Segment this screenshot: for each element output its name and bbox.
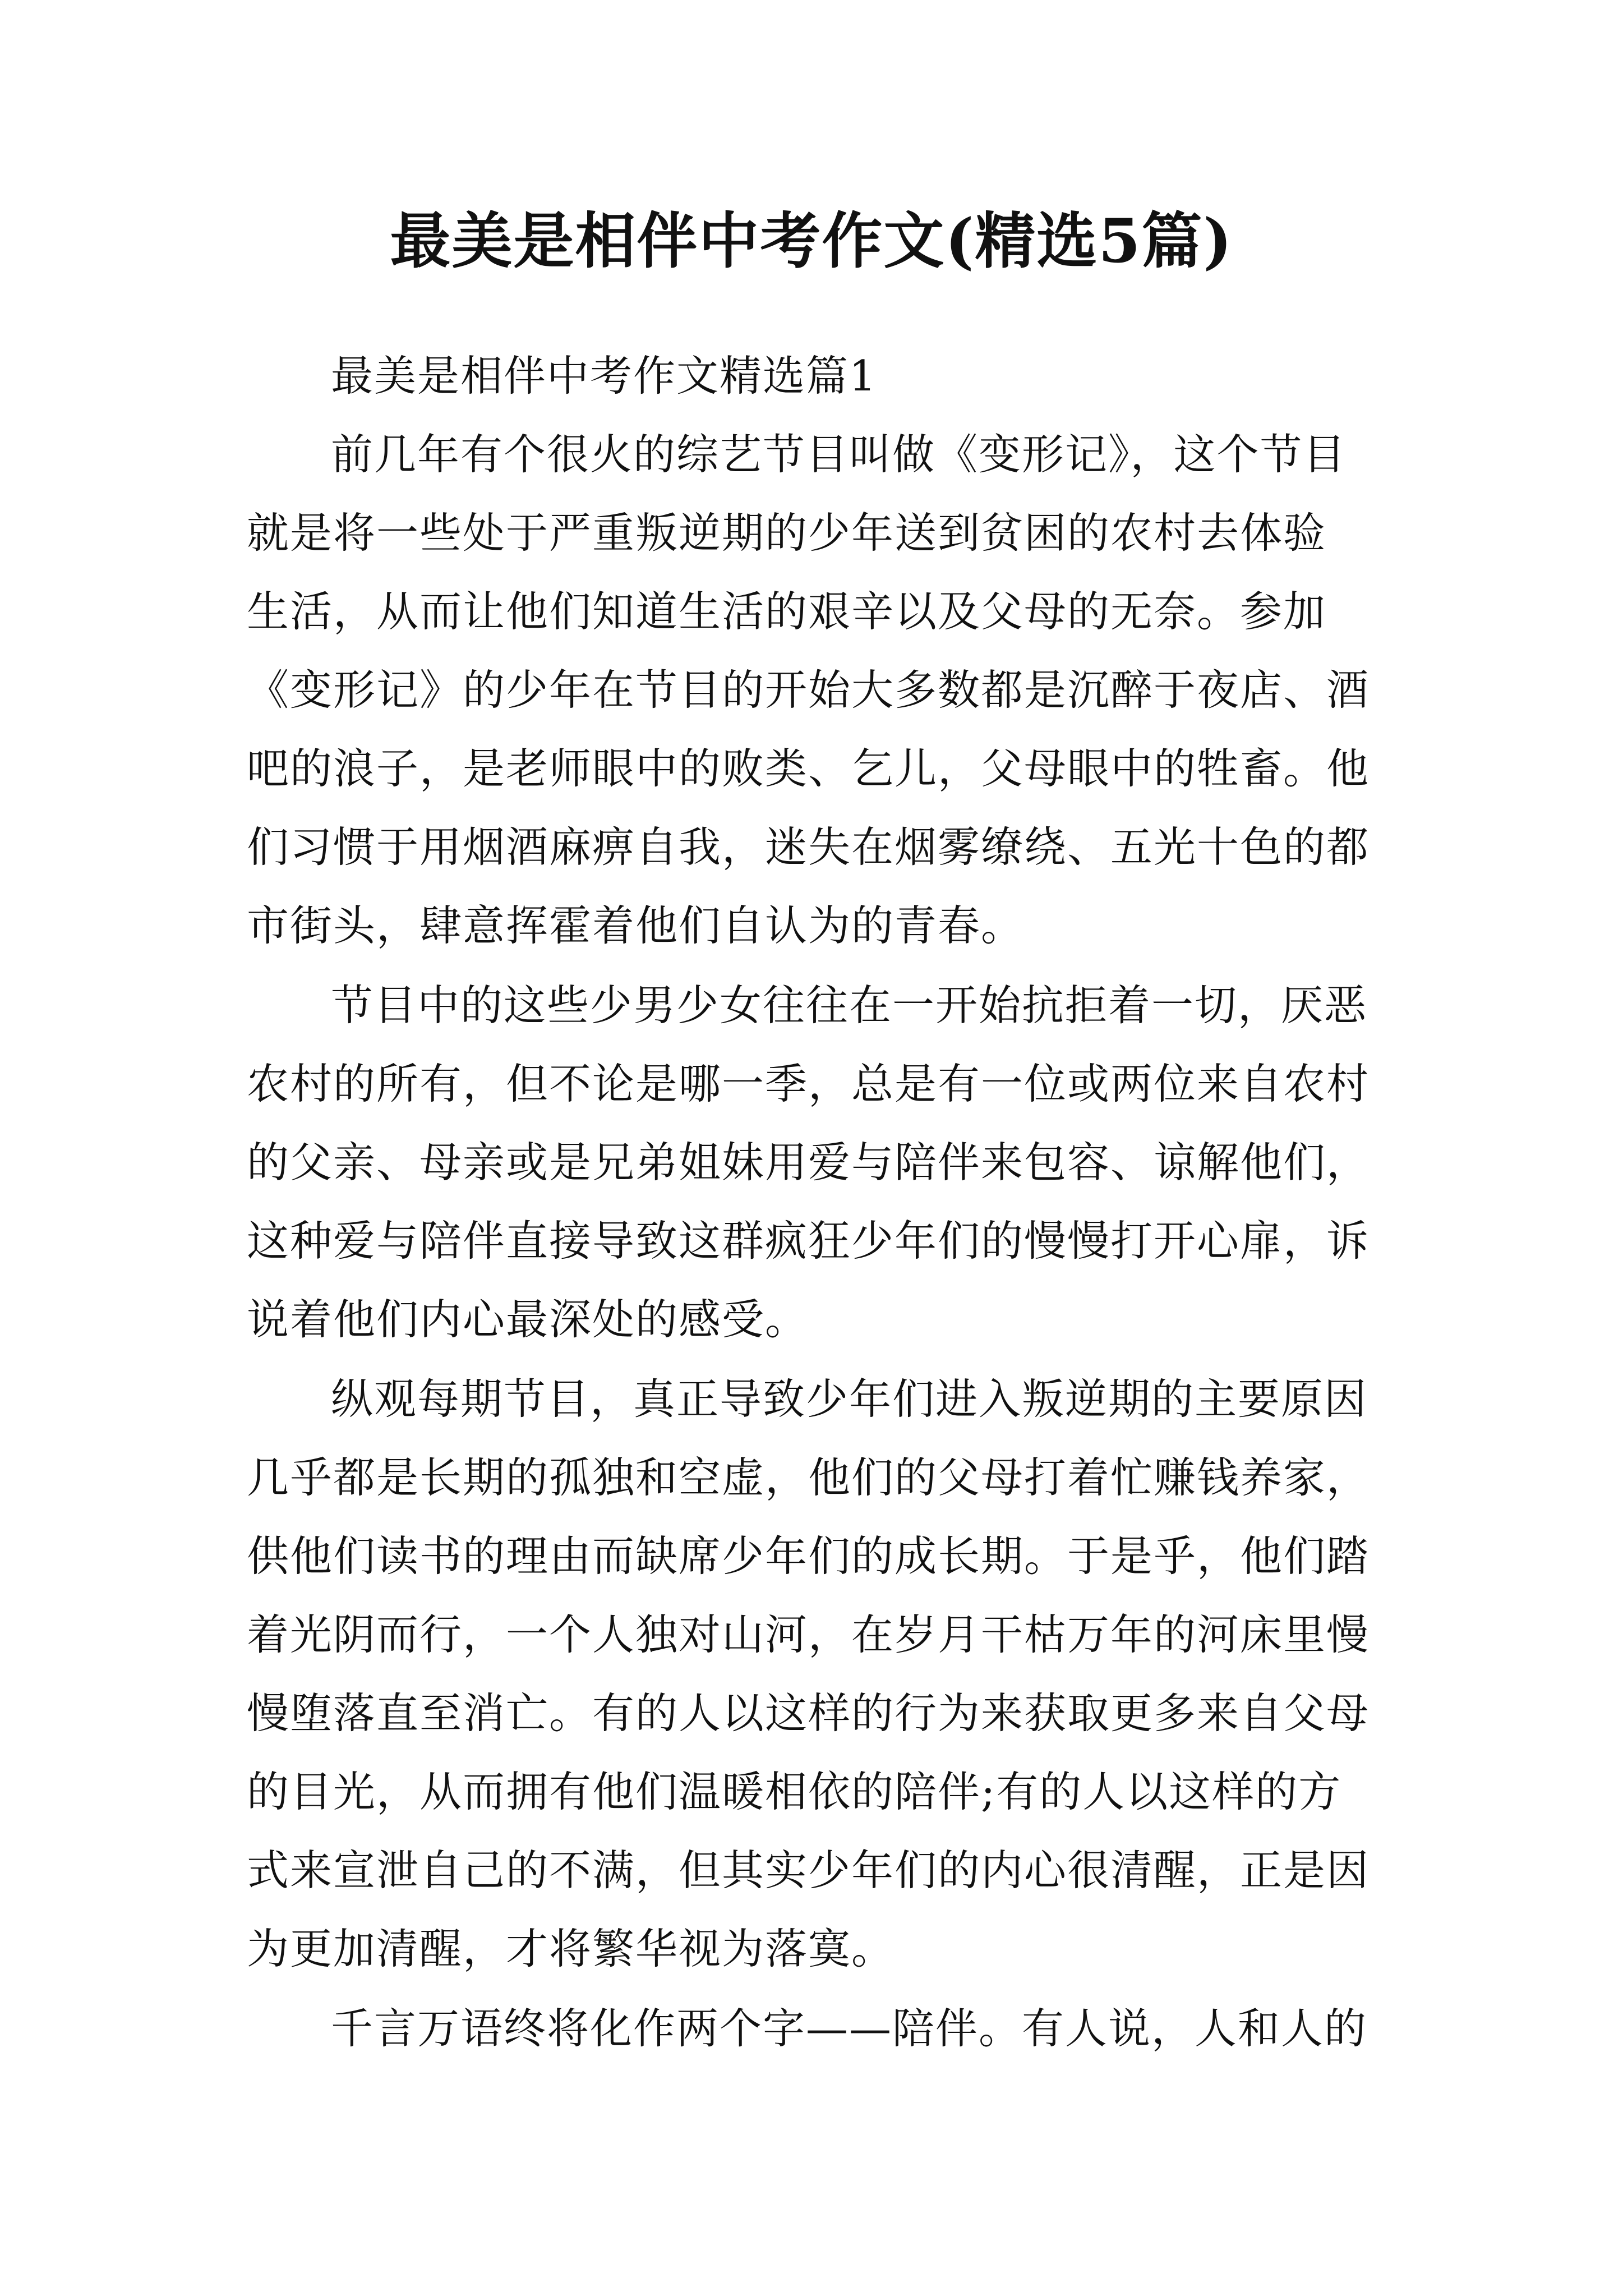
- paragraph-line: 节目中的这些少男少女往往在一开始抗拒着一切，厌恶: [331, 981, 1368, 1030]
- paragraph: [247, 415, 1391, 965]
- paragraph-line: 《变形记》的少年在节目的开始大多数都是沉醉于夜店、酒: [247, 665, 1370, 715]
- paragraph-line: 的父亲、母亲或是兄弟姐妹用爱与陪伴来包容、谅解他们，: [247, 1138, 1370, 1187]
- paragraph: [247, 1360, 1391, 1988]
- paragraph-line: 式来宣泄自己的不满，但其实少年们的内心很清醒，正是因: [247, 1846, 1370, 1895]
- paragraph-line: 说着他们内心最深处的感受。: [247, 1295, 809, 1344]
- paragraph-line: 们习惯于用烟酒麻痹自我，迷失在烟雾缭绕、五光十色的都: [247, 822, 1370, 872]
- paragraph-line: 市街头，肆意挥霍着他们自认为的青春。: [247, 901, 1025, 950]
- paragraph-line: 慢堕落直至消亡。有的人以这样的行为来获取更多来自父母: [247, 1688, 1370, 1738]
- paragraph-line: 吧的浪子，是老师眼中的败类、乞儿，父母眼中的牲畜。他: [247, 744, 1370, 793]
- paragraph-line: 供他们读书的理由而缺席少年们的成长期。于是乎，他们踏: [247, 1531, 1370, 1581]
- paragraph-line: 着光阴而行，一个人独对山河，在岁月干枯万年的河床里慢: [247, 1610, 1370, 1659]
- paragraph-line: 农村的所有，但不论是哪一季，总是有一位或两位来自农村: [247, 1059, 1370, 1108]
- paragraph-line: 千言万语终将化作两个字——陪伴。有人说，人和人的: [331, 2004, 1368, 2053]
- document-body: [247, 337, 1391, 2068]
- paragraph-line: 这种爱与陪伴直接导致这群疯狂少年们的慢慢打开心扉，诉: [247, 1216, 1370, 1266]
- document-title: 最美是相伴中考作文(精选5篇): [390, 206, 1233, 277]
- paragraph-line: 前几年有个很火的综艺节目叫做《变形记》，这个节目: [331, 430, 1347, 479]
- paragraph-line: 纵观每期节目，真正导致少年们进入叛逆期的主要原因: [331, 1374, 1368, 1424]
- paragraph-line: 几乎都是长期的孤独和空虚，他们的父母打着忙赚钱养家，: [247, 1453, 1370, 1502]
- paragraph-line: 的目光，从而拥有他们温暖相依的陪伴;有的人以这样的方: [247, 1767, 1342, 1816]
- paragraph: [247, 966, 1391, 1359]
- paragraph-line: 为更加清醒，才将繁华视为落寞。: [247, 1924, 895, 1973]
- paragraph: [247, 1989, 1391, 2068]
- paragraph-line: 生活，从而让他们知道生活的艰辛以及父母的无奈。参加: [247, 587, 1327, 636]
- paragraph-line: 就是将一些处于严重叛逆期的少年送到贫困的农村去体验: [247, 508, 1327, 558]
- section-heading: 最美是相伴中考作文精选篇1: [331, 351, 877, 401]
